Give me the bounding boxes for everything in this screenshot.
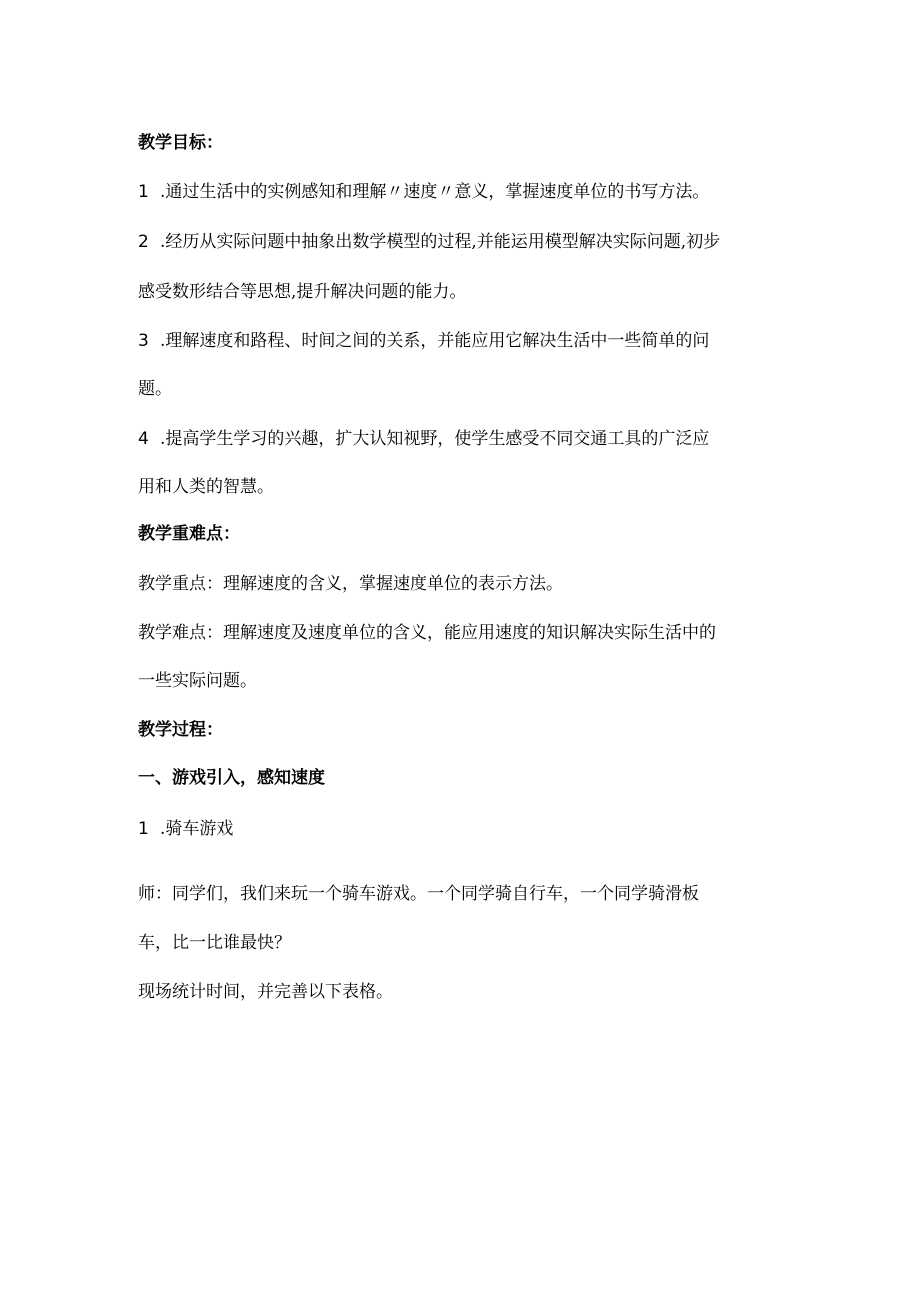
objective-number: 4	[138, 429, 149, 449]
objective-item-4-continued: 用和人类的智慧。	[138, 477, 274, 497]
teacher-dialogue: 师：同学们，我们来玩一个骑车游戏。一个同学骑自行车，一个同学骑滑板	[138, 884, 699, 904]
step-number: 1	[138, 819, 149, 839]
objective-number: 2	[138, 232, 149, 252]
objective-number: 1	[138, 182, 149, 202]
teaching-focus: 教学重点：理解速度的含义，掌握速度单位的表示方法。	[138, 574, 563, 594]
objective-text: .提高学生学习的兴趣，扩大认知视野，使学生感受不同交通工具的广泛应	[160, 429, 710, 449]
activity-note: 现场统计时间，并完善以下表格。	[138, 982, 393, 1002]
objective-item-2	[138, 231, 720, 253]
objective-text: .通过生活中的实例感知和理解〃速度〃意义，掌握速度单位的书写方法。	[160, 182, 710, 202]
process-heading: 教学过程：	[138, 720, 223, 740]
objective-text: .理解速度和路程、时间之间的关系，并能应用它解决生活中一些简单的问	[160, 331, 710, 351]
objective-item-2-continued: 感受数形结合等思想,提升解决问题的能力。	[138, 282, 467, 302]
objective-item-3	[138, 330, 709, 352]
objective-number: 3	[138, 331, 149, 351]
objective-item-4	[138, 428, 709, 450]
objective-item-3-continued: 题。	[138, 379, 172, 399]
objective-text: .经历从实际问题中抽象出数学模型的过程,并能运用模型解决实际问题,初步	[160, 232, 721, 252]
teaching-difficulty: 教学难点：理解速度及速度单位的含义，能应用速度的知识解决实际生活中的	[138, 623, 716, 643]
objective-item-1	[138, 181, 709, 203]
teacher-dialogue-continued: 车，比一比谁最快？	[138, 933, 291, 953]
teaching-difficulty-continued: 一些实际问题。	[138, 671, 257, 691]
objectives-heading: 教学目标：	[138, 133, 223, 153]
section-title: 一、游戏引入，感知速度	[138, 768, 325, 788]
step-item-1	[138, 818, 233, 840]
key-points-heading: 教学重难点：	[138, 524, 240, 544]
step-text: .骑车游戏	[160, 819, 234, 839]
